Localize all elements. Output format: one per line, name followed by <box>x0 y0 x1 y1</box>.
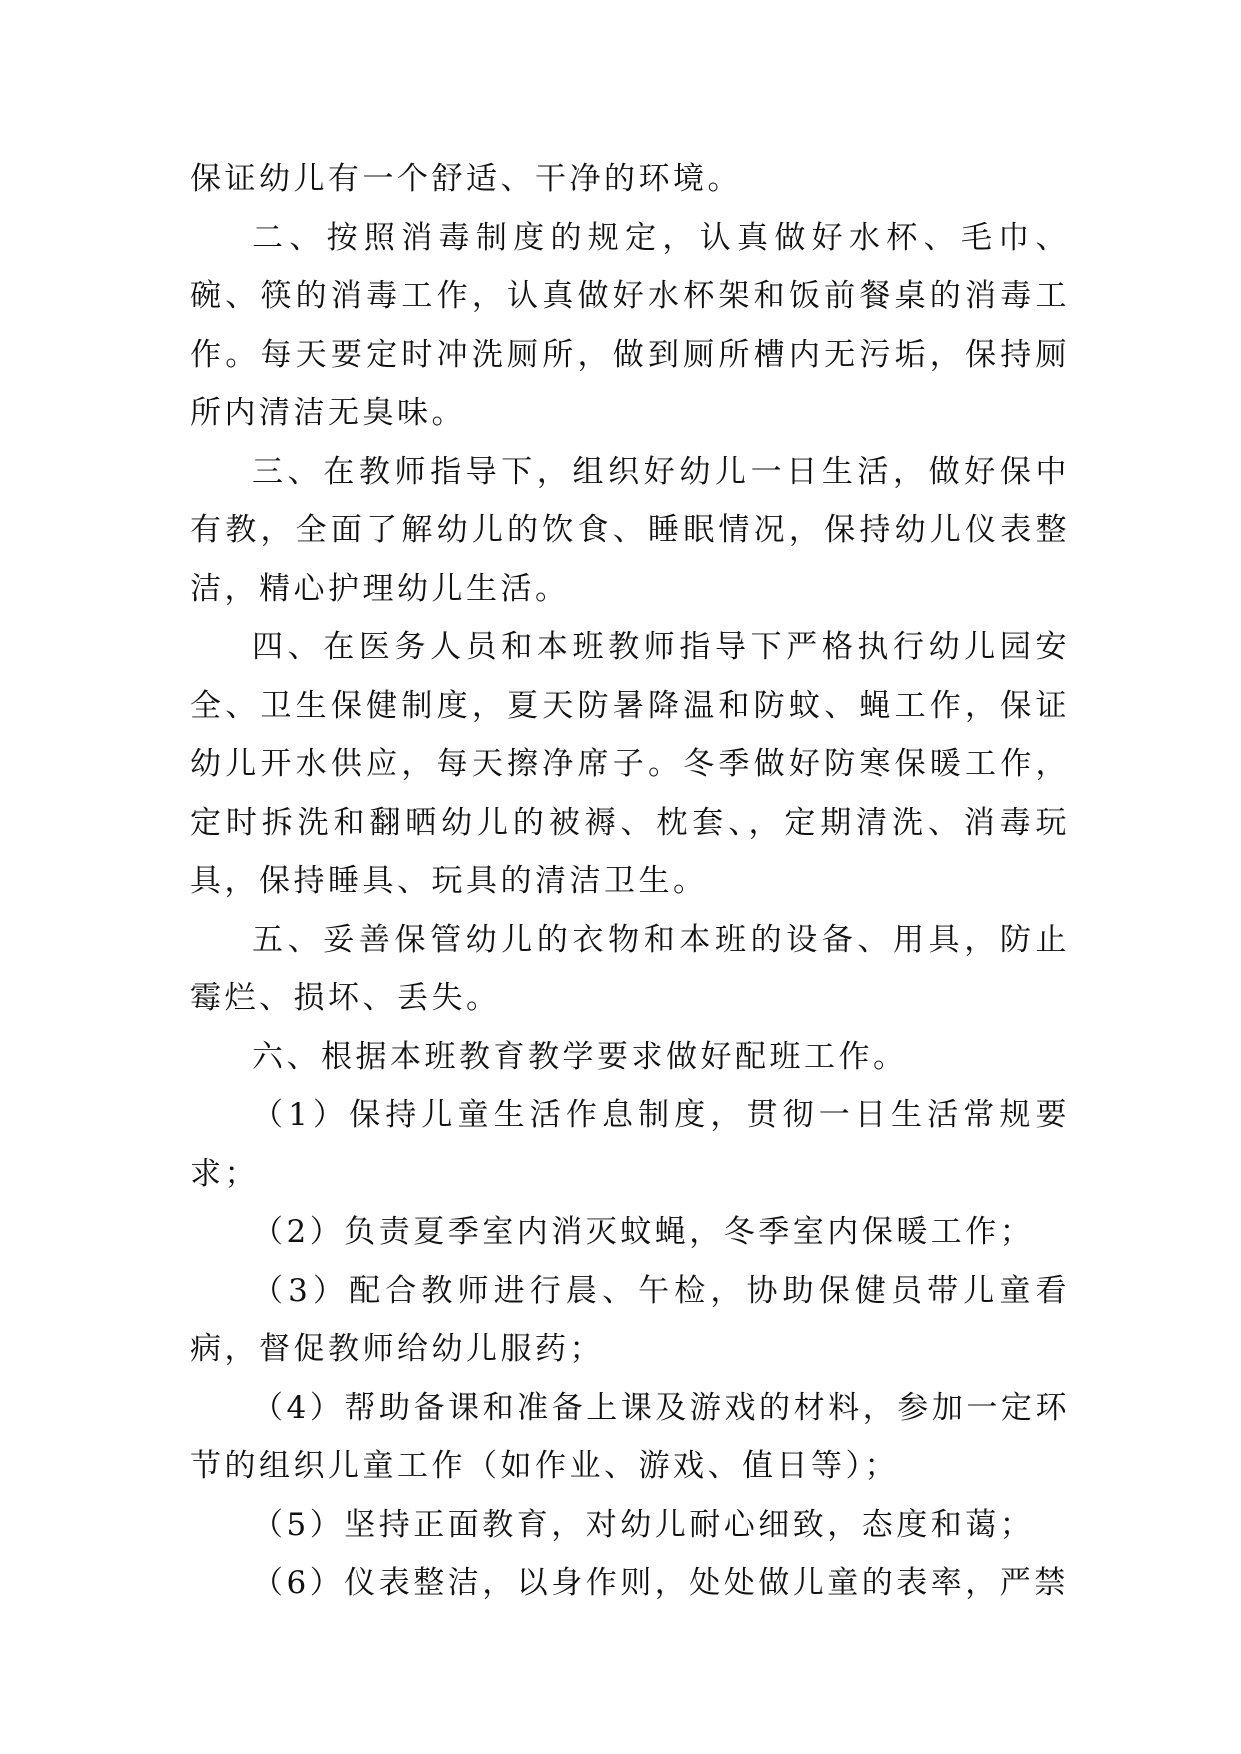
list-item-6: （6）仪表整洁，以身作则，处处做儿童的表率，严禁 <box>252 1565 1069 1601</box>
list-item-1: （1）保持儿童生活作息制度，贯彻一日生活常规要求； <box>190 1097 1070 1192</box>
paragraph-section-6: 六、根据本班教育教学要求做好配班工作。 <box>252 1038 908 1075</box>
paragraph-section-5: 五、妥善保管幼儿的衣物和本班的设备、用具，防止霉烂、损坏、丢失。 <box>190 921 1070 1016</box>
list-item-3: （3）配合教师进行晨、午检，协助保健员带儿童看病，督促教师给幼儿服药； <box>190 1272 1070 1367</box>
list-item-2: （2）负责夏季室内消灭蚊蝇，冬季室内保暖工作； <box>252 1214 1035 1250</box>
paragraph-continuation: 保证幼儿有一个舒适、干净的环境。 <box>190 161 742 197</box>
paragraph-section-3: 三、在教师指导下，组织好幼儿一日生活，做好保中有教，全面了解幼儿的饮食、睡眠情况，保持幼儿仪表整洁，精心护理幼儿生活。 <box>190 453 1070 607</box>
list-item-4: （4）帮助备课和准备上课及游戏的材料，参加一定环节的组织儿童工作（如作业、游戏、值日等）； <box>190 1389 1070 1484</box>
document-body <box>190 150 1070 1613</box>
list-item-5: （5）坚持正面教育，对幼儿耐心细致，态度和蔼； <box>252 1506 1035 1543</box>
paragraph-section-2: 二、按照消毒制度的规定，认真做好水杯、毛巾、碗、筷的消毒工作，认真做好水杯架和饭前餐桌的消毒工作。每天要定时冲洗厕所，做到厕所槽内无污垢，保持厕所内清洁无臭味。 <box>190 219 1070 431</box>
paragraph-section-4: 四、在医务人员和本班教师指导下严格执行幼儿园安全、卫生保健制度，夏天防暑降温和防蚊、蝇工作，保证幼儿开水供应，每天擦净席子。冬季做好防寒保暖工作，定时拆洗和翻晒幼儿的被褥、枕套、，定期清洗、消毒玩具，保持睡具、玩具的清洁卫生。 <box>190 629 1070 899</box>
